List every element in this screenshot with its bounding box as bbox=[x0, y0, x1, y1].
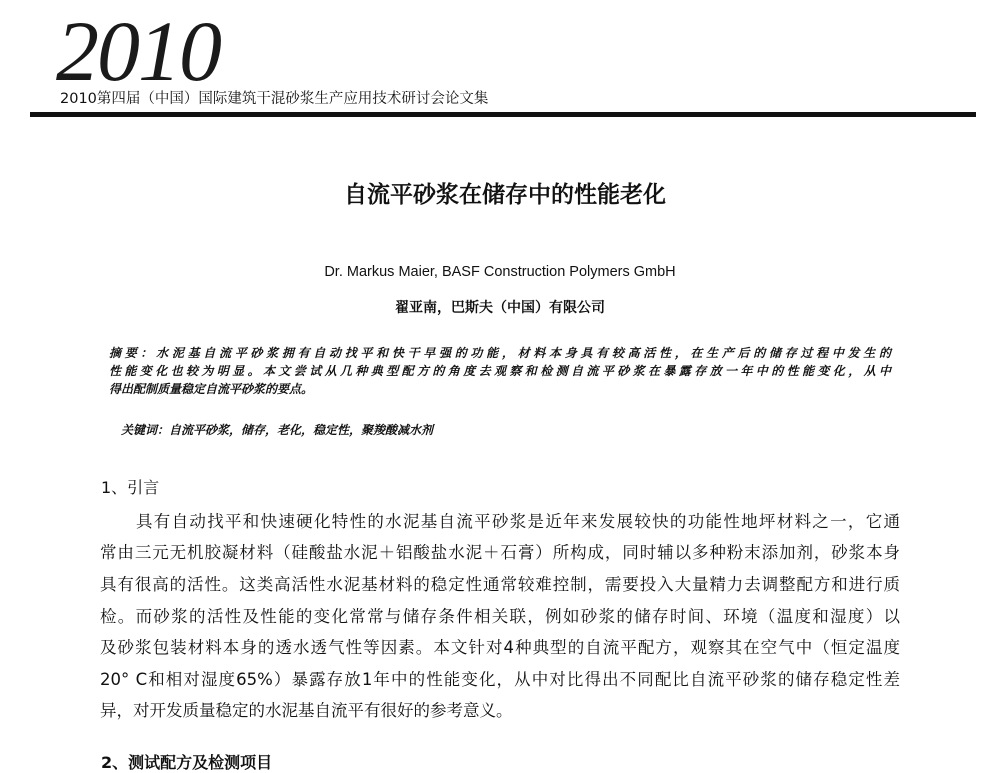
abstract-line: 得出配制质量稳定自流平砂浆的要点。 bbox=[109, 382, 314, 396]
body-line: 具有很高的活性。这类高活性水泥基材料的稳定性通常较难控制，需要投入大量精力去调整配方和进行质 bbox=[100, 575, 900, 594]
body-line: 及砂浆包装材料本身的透水透气性等因素。本文针对4种典型的自流平配方，观察其在空气中（恒定温度 bbox=[100, 638, 900, 657]
body-line: 20° C和相对湿度65%）暴露存放1年中的性能变化，从中对比得出不同配比自流平砂浆的储存稳定性差 bbox=[100, 670, 900, 689]
year-logo: 2010 bbox=[56, 3, 220, 99]
body-line: 检。而砂浆的活性及性能的变化常常与储存条件相关联，例如砂浆的储存时间、环境（温度和湿度）以 bbox=[100, 607, 900, 626]
author-cn: 翟亚南，巴斯夫（中国）有限公司 bbox=[395, 300, 605, 316]
paper-title: 自流平砂浆在储存中的性能老化 bbox=[344, 182, 666, 208]
header-rule bbox=[30, 112, 976, 117]
keywords: 关键词：自流平砂浆，储存，老化，稳定性，聚羧酸减水剂 bbox=[121, 423, 434, 437]
section-heading: 2、测试配方及检测项目 bbox=[101, 753, 273, 772]
section-heading: 1、引言 bbox=[101, 478, 160, 497]
proceedings-title: 2010第四届（中国）国际建筑干混砂浆生产应用技术研讨会论文集 bbox=[60, 91, 489, 107]
body-line: 常由三元无机胶凝材料（硅酸盐水泥＋铝酸盐水泥＋石膏）所构成，同时辅以多种粉末添加剂，砂浆本身 bbox=[100, 543, 900, 562]
body-line: 具有自动找平和快速硬化特性的水泥基自流平砂浆是近年来发展较快的功能性地坪材料之一，它通 bbox=[136, 512, 900, 531]
abstract-line: 性能变化也较为明显。本文尝试从几种典型配方的角度去观察和检测自流平砂浆在暴露存放一年中的性能变化，从中 bbox=[109, 364, 891, 378]
body-line: 异，对开发质量稳定的水泥基自流平有很好的参考意义。 bbox=[100, 701, 513, 720]
abstract-line: 摘要：水泥基自流平砂浆拥有自动找平和快干早强的功能，材料本身具有较高活性，在生产后的储存过程中发生的 bbox=[109, 346, 891, 360]
author: Dr. Markus Maier, BASF Construction Polymers GmbH bbox=[324, 264, 676, 280]
